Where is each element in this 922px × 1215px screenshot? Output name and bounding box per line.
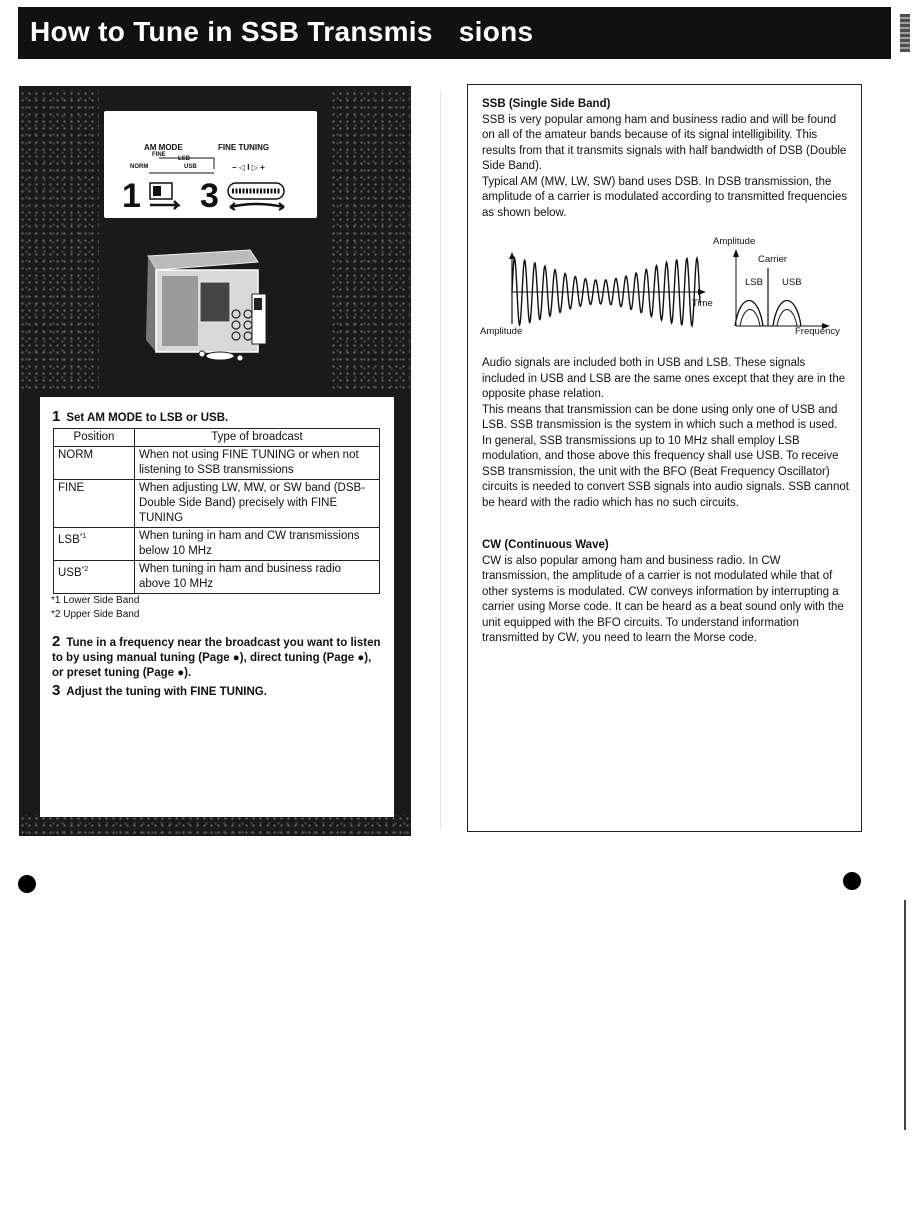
table-header-row xyxy=(54,429,380,447)
am-mode-table xyxy=(53,428,380,594)
cw-heading: CW (Continuous Wave) xyxy=(482,539,609,551)
table-row xyxy=(54,447,380,480)
diagram-usb-label: USB xyxy=(782,277,802,288)
position-value: LSB xyxy=(58,533,80,546)
diagram-carrier-label: Carrier xyxy=(758,254,788,265)
step-text: Tune in a frequency near the broadcast you want to listen to by using manual tuning (Page ●), direct tuning (Page ●), or preset tuning (Page ●). xyxy=(52,637,381,679)
ssb-paragraph-3: Audio signals are included both in USB and LSB. These signals included in USB and LSB are the same ones except that they are in the opposite phase relation. xyxy=(482,357,846,400)
position-cell xyxy=(54,480,135,528)
cw-section xyxy=(482,538,850,647)
usb-position-label: USB xyxy=(184,164,197,170)
step-1 xyxy=(52,409,382,426)
norm-position-label: NORM xyxy=(130,164,149,170)
diagram-lsb-label: LSB xyxy=(745,277,763,288)
fine-tuning-label: FINE TUNING xyxy=(218,143,270,152)
column-header-position: Position xyxy=(54,429,135,447)
mode-switch-illustration xyxy=(104,111,317,218)
diagram-frequency-label: Frequency xyxy=(795,326,840,337)
page-marker-dot xyxy=(843,872,861,890)
footnote-ref: *1 xyxy=(79,533,87,540)
position-cell xyxy=(54,561,135,594)
scan-noise xyxy=(330,90,410,390)
description-cell: When tuning in ham and business radio above 10 MHz xyxy=(135,561,380,594)
diagram-time-label: Time xyxy=(692,298,713,309)
dial-direction-label: − ◁ I ▷ + xyxy=(232,163,265,172)
lsb-position-label: LSB xyxy=(178,156,190,162)
description-cell: When tuning in ham and CW transmissions below 10 MHz xyxy=(135,528,380,561)
table-row xyxy=(54,561,380,594)
step-3 xyxy=(52,683,382,700)
step-3-marker: 3 xyxy=(200,177,219,215)
diagram-amplitude-bottom: Amplitude xyxy=(480,326,523,337)
ssb-paragraph-2: Typical AM (MW, LW, SW) band uses DSB. In DSB transmission, the amplitude of a carrier is modulated according to transmitted frequencies as shown below. xyxy=(482,175,847,219)
position-value: NORM xyxy=(58,449,94,461)
step-text: Set AM MODE to LSB or USB. xyxy=(66,412,229,424)
table-row xyxy=(54,528,380,561)
scan-corner-mark xyxy=(900,14,910,52)
scan-edge-line xyxy=(904,900,906,1130)
radio-unit-icon xyxy=(140,242,290,377)
description-cell: When adjusting LW, MW, or SW band (DSB-Double Side Band) precisely with FINE TUNING xyxy=(135,480,380,528)
table-row xyxy=(54,480,380,528)
description-cell: When not using FINE TUNING or when not listening to SSB transmissions xyxy=(135,447,380,480)
ssb-heading: SSB (Single Side Band) xyxy=(482,98,611,110)
step-2 xyxy=(52,634,382,681)
position-cell xyxy=(54,447,135,480)
page-title: How to Tune in SSB Transmis sions xyxy=(30,16,534,47)
step-number: 2 xyxy=(52,633,61,650)
ssb-section xyxy=(482,97,850,221)
position-cell xyxy=(54,528,135,561)
step-number: 3 xyxy=(52,682,61,699)
position-value: USB xyxy=(58,566,82,579)
diagram-amplitude-top: Amplitude xyxy=(713,236,756,247)
footnote-2: *2 Upper Side Band xyxy=(51,609,140,620)
am-mode-label: AM MODE xyxy=(144,143,183,152)
scan-noise xyxy=(19,815,411,837)
ssb-paragraph-4: This means that transmission can be done using only one of USB and LSB. SSB transmission is the system in which such a method is used. In general, SSB transmissions up to 10 MHz shall employ LSB modulation, and those above this frequency shall use USB. To receive SSB transmission, the unit with the BFO (Beat Frequency Oscillator) circuits is needed to convert SSB signals into audio signals. SSB cannot be heard with the radio which has no such circuits. xyxy=(482,403,849,509)
step-number: 1 xyxy=(52,408,61,425)
page-marker-dot xyxy=(18,875,36,893)
ssb-paragraph-1: SSB is very popular among ham and business radio and will be found on all of the amateur bands because of its signal intelligibility. This results from that it transmits signals with half bandwidth of DSB (Double Side Band). xyxy=(482,113,847,172)
fine-position-label: FINE xyxy=(152,152,166,158)
column-divider xyxy=(440,90,441,830)
footnote-1: *1 Lower Side Band xyxy=(51,595,140,606)
step-1-marker: 1 xyxy=(122,177,141,215)
footnote-ref: *2 xyxy=(81,566,89,573)
ssb-continued xyxy=(482,356,850,511)
step-text: Adjust the tuning with FINE TUNING. xyxy=(66,686,267,698)
scan-noise xyxy=(19,90,99,390)
column-header-type: Type of broadcast xyxy=(135,429,380,447)
page-header xyxy=(18,7,891,59)
position-value: FINE xyxy=(58,482,85,494)
cw-paragraph: CW is also popular among ham and business radio. In CW transmission, the amplitude of a carrier is not modulated while that of other systems is modulated. CW conveys information by interrupting a carrier using Morse code. It can be heard as a beat sound only with the unit equipped with the BFO circuits. To understand information transmitted by CW, you need to learn the Morse code. xyxy=(482,554,844,644)
